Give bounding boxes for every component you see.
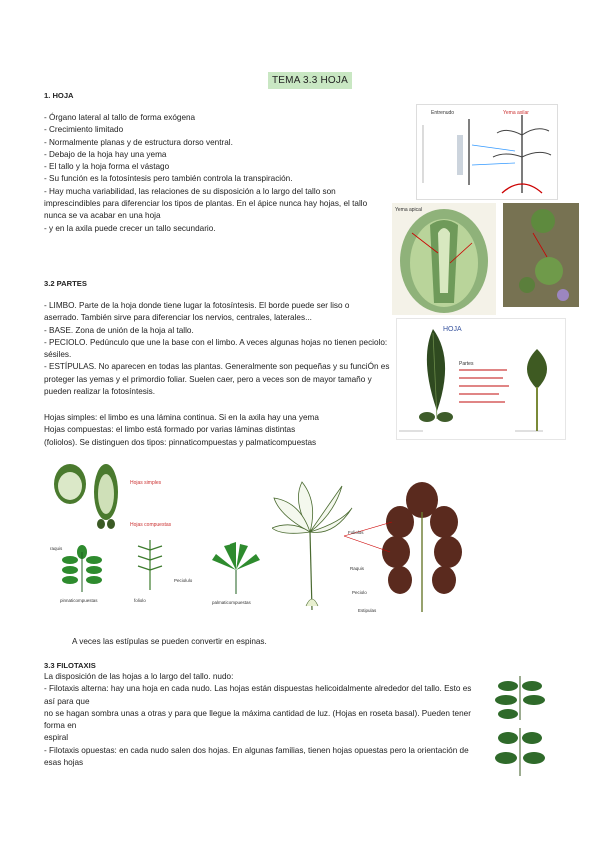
axillary-bud-photo — [503, 203, 579, 307]
diagram-label-left: Entrenudo — [431, 110, 455, 116]
section-1-body — [44, 112, 367, 235]
simple-compound-body — [44, 412, 319, 449]
pinnate-label: pinnaticompuestas — [60, 598, 98, 603]
text-line: imprescindibles para diferenciar los tipos de plantas. En el ápice nunca hay hojas, el tallo — [44, 199, 368, 209]
text-line: sésiles. — [44, 350, 72, 360]
text-line: - BASE. Zona de unión de la hoja al tallo. — [44, 325, 194, 335]
text-line: pueden realizar la fotosíntesis. — [44, 387, 156, 397]
section-2-heading: 3.2 PARTES — [44, 279, 87, 288]
text-line: no se hagan sombra unas a otras y para que llegue la máxima cantidad de luz. (Hojas en roseta basal). Pueden tener — [44, 708, 471, 718]
section-3-body — [44, 671, 471, 769]
estipulas-label: Estipulas — [358, 608, 377, 613]
text-line: proteger las yemas y el primordio foliar. Suelen caer, pero a veces son de mayor tamaño y — [44, 374, 372, 384]
text-line: - Hay mucha variabilidad, las relaciones de su disposición a lo largo del tallo son — [44, 186, 336, 196]
text-line: - El tallo y la hoja forma el vástago — [44, 162, 170, 172]
section-1-heading: 1. HOJA — [44, 91, 74, 100]
peciolulo-label: Peciolulo — [174, 578, 193, 583]
text-line: - Su función es la fotosíntesis pero también controla la transpiración. — [44, 174, 293, 184]
text-line: Hojas simples: el limbo es una lámina continua. Si en la axila hay una yema — [44, 413, 319, 422]
text-line: - PECIOLO. Pedúnculo que une la base con el limbo. A veces algunas hojas no tienen peciolo: — [44, 337, 388, 347]
text-line: - LIMBO. Parte de la hoja donde tiene lugar la fotosíntesis. El borde puede ser liso o — [44, 301, 350, 310]
foliolos-label: Foliolos — [348, 530, 364, 535]
apical-bud-photo — [392, 203, 496, 315]
foliolo-label: foliolo — [134, 598, 146, 603]
text-line: (foliolos). Se distinguen dos tipos: pinnaticompuestas y palmaticompuestas — [44, 437, 317, 447]
compound-leaves-label: Hojas compuestas — [130, 522, 172, 528]
leaf-parts-figure — [396, 318, 566, 440]
peciolo-label: Peciolo — [352, 590, 367, 595]
text-line: esas hojas — [44, 758, 84, 768]
section-3-heading: 3.3 FILOTAXIS — [44, 661, 96, 670]
stipule-figure — [272, 472, 466, 622]
page-title: TEMA 3.3 HOJA — [268, 72, 352, 89]
apical-bud-label: Yema apical — [395, 207, 423, 213]
text-line: - Filotaxis opuestas: en cada nudo salen dos hojas. En algunas familias, tienen hojas opuestas pero la orientación de — [44, 745, 469, 755]
leaf-parts-legend-head: Partes — [459, 361, 474, 367]
section-2-body — [44, 300, 389, 398]
text-line: - Debajo de la hoja hay una yema — [44, 149, 167, 159]
phyllotaxis-figure — [490, 672, 550, 782]
text-line: - Crecimiento limitado — [44, 125, 124, 135]
text-line: La disposición de las hojas a lo largo del tallo. nudo: — [44, 672, 234, 681]
palmate-label: palmaticompuestas — [212, 600, 251, 605]
text-line: aserrado. También sirve para diferenciar los nervios, centrales, laterales... — [44, 313, 312, 323]
text-line: - Normalmente planas y de estructura dorso ventral. — [44, 137, 233, 147]
text-line: - ESTÍPULAS. No aparecen en todas las plantas. Generalmente son pequeñas y su funciÓn es — [44, 362, 390, 372]
raquis-label: raquis — [50, 546, 63, 551]
text-line: - y en la axila puede crecer un tallo secundario. — [44, 223, 216, 233]
simple-compound-figure — [50, 460, 270, 610]
text-line: espiral — [44, 733, 69, 743]
text-line: - Filotaxis alterna: hay una hoja en cada nudo. Las hojas están dispuestas helicoidalmente alrededor del tallo. Esto es — [44, 684, 472, 694]
text-line: Hojas compuestas: el limbo está formado por varias láminas distintas — [44, 425, 296, 435]
stem-diagram-figure — [416, 104, 558, 200]
espinas-caption: A veces las estípulas se pueden convertir en espinas. — [72, 637, 267, 646]
text-line: forma en — [44, 721, 77, 731]
text-line: nunca se va acabar en una hoja — [44, 211, 161, 221]
diagram-label-right: Yema axilar — [503, 110, 529, 116]
raquis-stipule-label: Raquis — [350, 566, 365, 571]
text-line: así para que — [44, 696, 90, 706]
simple-leaves-label: Hojas simples — [130, 480, 162, 486]
text-line: - Órgano lateral al tallo de forma exógena — [44, 113, 196, 122]
leaf-parts-title: HOJA — [443, 326, 462, 333]
